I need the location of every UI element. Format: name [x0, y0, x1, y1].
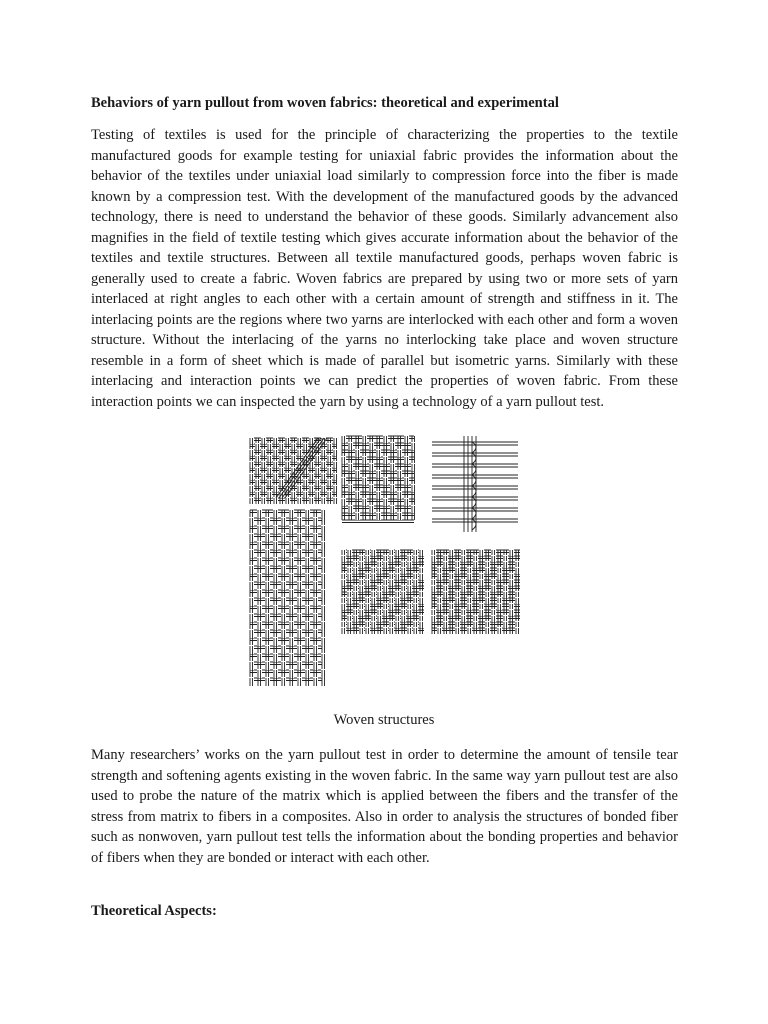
section-heading-theoretical-aspects: Theoretical Aspects:	[91, 903, 217, 919]
weave-panel-3	[432, 436, 518, 532]
woven-structures-figure	[246, 432, 526, 688]
figure-caption: Woven structures	[333, 712, 435, 728]
weave-panel-4	[249, 509, 326, 686]
woven-structures-icon	[246, 432, 526, 688]
weave-panel-1	[249, 437, 338, 504]
document-title: Behaviors of yarn pullout from woven fabrics: theoretical and experimental	[91, 95, 559, 111]
paragraph-researchers: Many researchers’ works on the yarn pullout test in order to determine the amount of tensile tear strength and softening agents existing in the woven fabric. In the same way yarn pullout test are also used to probe the nature of the matrix which is applied between the fibers and the transfer of the stress from matrix to fibers in a composites. Also in order to analysis the structures of bonded fiber such as nonwoven, yarn pullout test tells the information about the bonding properties and behavior of fibers when they are bonded or interact with each other.	[91, 747, 678, 866]
weave-panel-5	[341, 549, 424, 634]
weave-panel-2	[341, 435, 416, 523]
paragraph-intro: Testing of textiles is used for the principle of characterizing the properties to the textile manufactured goods for example testing for uniaxial fabric provides the information about the behavior of the textiles under uniaxial load similarly to compression force into the fiber is made known by a compression test. With the development of the manufactured goods by the advanced technology, there is need to understand the behavior of these goods. Similarly advancement also magnifies in the field of textile testing which gives accurate information about the behavior of the textiles and textile structures. Between all textile manufactured goods, perhaps woven fabric is generally used to create a fabric. Woven fabrics are prepared by using two or more sets of yarn interlaced at right angles to each other with a certain amount of strength and stiffness in it. The interlacing points are the regions where two yarns are interlocked with each other and form a woven structure. Without the interlacing of the yarns no interlocking take place and woven structure resemble in a form of sheet which is made of parallel but isometric yarns. Similarly with these interlacing and interaction points we can predict the properties of woven fabric. From these interaction points we can inspected the yarn by using a technology of a yarn pullout test.	[91, 127, 678, 410]
weave-panel-6	[431, 549, 520, 634]
